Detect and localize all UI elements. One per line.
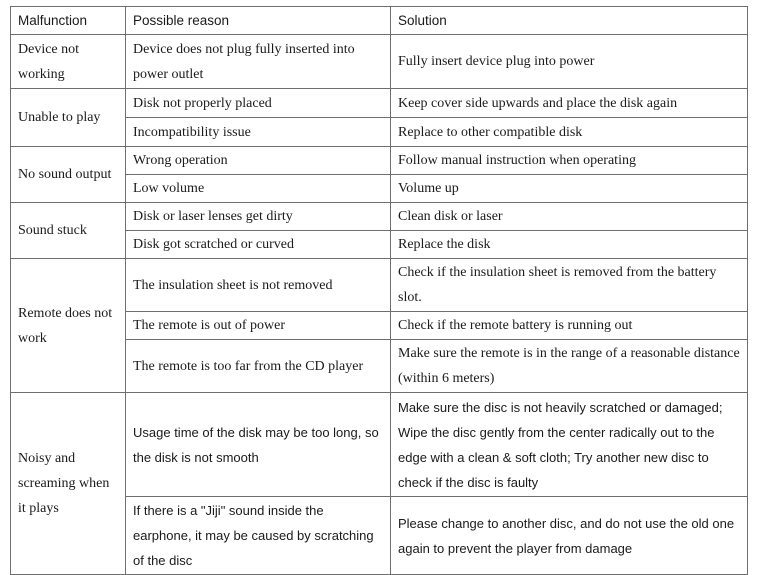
solution-cell: Make sure the disc is not heavily scratched or damaged; Wipe the disc gently from the center radically out to the edge with a clean & soft cloth; Try another new disc to check if the disc is faulty — [391, 393, 748, 497]
malfunction-cell: Noisy and screaming when it plays — [11, 393, 126, 575]
reason-cell: Incompatibility issue — [126, 118, 391, 147]
header-solution: Solution — [391, 7, 748, 35]
table-row — [11, 393, 748, 497]
solution-cell: Please change to another disc, and do not use the old one again to prevent the player from damage — [391, 497, 748, 575]
malfunction-cell: Sound stuck — [11, 203, 126, 259]
reason-cell: Disk got scratched or curved — [126, 231, 391, 259]
malfunction-cell: No sound output — [11, 147, 126, 203]
solution-cell: Follow manual instruction when operating — [391, 147, 748, 175]
reason-cell: The remote is too far from the CD player — [126, 340, 391, 393]
header-row — [11, 7, 748, 35]
header-malfunction: Malfunction — [11, 7, 126, 35]
malfunction-cell: Unable to play — [11, 89, 126, 147]
reason-cell: Usage time of the disk may be too long, so the disk is not smooth — [126, 393, 391, 497]
troubleshooting-table — [10, 6, 748, 575]
solution-cell: Replace to other compatible disk — [391, 118, 748, 147]
reason-cell: Device does not plug fully inserted into power outlet — [126, 35, 391, 89]
solution-cell: Keep cover side upwards and place the disk again — [391, 89, 748, 118]
reason-cell: Low volume — [126, 175, 391, 203]
reason-cell: Wrong operation — [126, 147, 391, 175]
table-row — [11, 259, 748, 312]
table-row — [11, 89, 748, 118]
solution-cell: Make sure the remote is in the range of a reasonable distance (within 6 meters) — [391, 340, 748, 393]
table-row — [11, 35, 748, 89]
reason-cell: The remote is out of power — [126, 312, 391, 340]
solution-cell: Volume up — [391, 175, 748, 203]
solution-cell: Replace the disk — [391, 231, 748, 259]
table-row — [11, 147, 748, 175]
malfunction-cell: Remote does not work — [11, 259, 126, 393]
header-possible-reason: Possible reason — [126, 7, 391, 35]
solution-cell: Fully insert device plug into power — [391, 35, 748, 89]
table-row — [11, 203, 748, 231]
reason-cell: The insulation sheet is not removed — [126, 259, 391, 312]
malfunction-cell: Device not working — [11, 35, 126, 89]
reason-cell: If there is a "Jiji" sound inside the earphone, it may be caused by scratching of the disc — [126, 497, 391, 575]
solution-cell: Clean disk or laser — [391, 203, 748, 231]
solution-cell: Check if the remote battery is running out — [391, 312, 748, 340]
solution-cell: Check if the insulation sheet is removed from the battery slot. — [391, 259, 748, 312]
reason-cell: Disk or laser lenses get dirty — [126, 203, 391, 231]
reason-cell: Disk not properly placed — [126, 89, 391, 118]
